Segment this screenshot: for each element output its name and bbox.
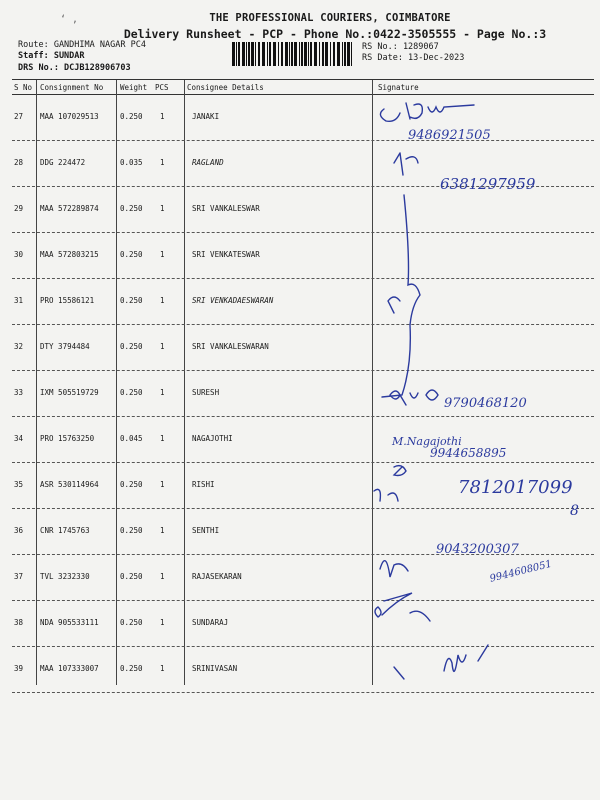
- cell-pcs: 1: [160, 618, 165, 627]
- sig-34-name: M.Nagajothi: [392, 435, 462, 448]
- cell-consignment: TVL 3232330: [40, 572, 90, 581]
- barcode-bar: [322, 42, 324, 66]
- cell-sno: 32: [14, 342, 24, 351]
- cell-sno: 28: [14, 158, 24, 167]
- cell-weight: 0.250: [120, 526, 143, 535]
- cell-consignee: SRI VANKALESWAR: [192, 204, 260, 213]
- barcode-bar: [281, 42, 283, 66]
- cell-pcs: 1: [160, 664, 165, 673]
- cell-sno: 35: [14, 480, 24, 489]
- cell-sno: 34: [14, 434, 24, 443]
- cell-weight: 0.250: [120, 618, 143, 627]
- cell-consignment: MAA 572289874: [40, 204, 99, 213]
- drs-number: DRS No.: DCJB128906703: [18, 63, 131, 73]
- barcode-bar: [337, 42, 340, 66]
- cell-sno: 33: [14, 388, 24, 397]
- cell-consignee: SRINIVASAN: [192, 664, 238, 673]
- cell-consignment: IXM 505519729: [40, 388, 99, 397]
- barcode-bar: [299, 42, 300, 66]
- runsheet-title: Delivery Runsheet - PCP - Phone No.:0422-3505555 - Page No.:3: [123, 27, 547, 41]
- cell-sno: 31: [14, 296, 24, 305]
- cell-pcs: 1: [160, 434, 165, 443]
- cell-weight: 0.035: [120, 158, 143, 167]
- cell-sno: 38: [14, 618, 24, 627]
- barcode-bar: [308, 42, 309, 66]
- cell-consignment: MAA 107333007: [40, 664, 99, 673]
- sig-35-phone: 7812017099: [458, 477, 573, 498]
- cell-weight: 0.250: [120, 204, 143, 213]
- scan-marks: ‘ ‚: [60, 14, 79, 25]
- cell-weight: 0.250: [120, 342, 143, 351]
- barcode-bar: [330, 42, 331, 66]
- barcode-bar: [232, 42, 235, 66]
- cell-sno: 30: [14, 250, 24, 259]
- barcode-bar: [273, 42, 276, 66]
- col-consignment-header: Consignment No: [40, 83, 104, 92]
- barcode-bar: [255, 42, 256, 66]
- cell-weight: 0.250: [120, 572, 143, 581]
- cell-sno: 29: [14, 204, 24, 213]
- cell-consignee: SENTHI: [192, 526, 220, 535]
- cell-consignee: NAGAJOTHI: [192, 434, 233, 443]
- cell-weight: 0.045: [120, 434, 143, 443]
- barcode-bar: [351, 42, 352, 66]
- cell-consignee: RISHI: [192, 480, 215, 489]
- cell-pcs: 1: [160, 526, 165, 535]
- barcode-bar: [325, 42, 328, 66]
- barcode-bar: [242, 42, 245, 66]
- barcode-bar: [304, 42, 307, 66]
- cell-consignment: MAA 572803215: [40, 250, 99, 259]
- cell-consignment: MAA 107029513: [40, 112, 99, 121]
- cell-consignee: JANAKI: [192, 112, 220, 121]
- barcode-bar: [278, 42, 279, 66]
- cell-pcs: 1: [160, 296, 165, 305]
- col-pcs-header: PCS: [155, 83, 169, 92]
- sig-33-phone: 9790468120: [444, 396, 527, 411]
- cell-pcs: 1: [160, 204, 165, 213]
- barcode-bar: [319, 42, 320, 66]
- cell-consignee: SURESH: [192, 388, 220, 397]
- barcode-bar: [314, 42, 317, 66]
- cell-sno: 39: [14, 664, 24, 673]
- sig-35-digit: 8: [570, 503, 579, 519]
- col-signature-header: Signature: [378, 83, 419, 92]
- barcode-bar: [269, 42, 271, 66]
- cell-weight: 0.250: [120, 664, 143, 673]
- cell-consignment: CNR 1745763: [40, 526, 90, 535]
- cell-weight: 0.250: [120, 480, 143, 489]
- barcode-bar: [301, 42, 303, 66]
- rs-date: RS Date: 13-Dec-2023: [362, 53, 465, 63]
- barcode-bar: [251, 42, 254, 66]
- barcode-bar: [248, 42, 250, 66]
- cell-consignment: PRO 15586121: [40, 296, 95, 305]
- rs-number: RS No.: 1289067: [362, 42, 439, 52]
- col-consignee-header: Consignee Details: [187, 83, 264, 92]
- sig-28-phone: 6381297959: [440, 175, 536, 193]
- sig-27-phone: 9486921505: [408, 128, 491, 143]
- barcode-bar: [267, 42, 268, 66]
- route-label: Route: GANDHIMA NAGAR PC4: [18, 40, 146, 50]
- barcode-bar: [238, 42, 240, 66]
- barcode-bar: [236, 42, 237, 66]
- cell-consignee: SUNDARAJ: [192, 618, 229, 627]
- cell-pcs: 1: [160, 572, 165, 581]
- cell-sno: 36: [14, 526, 24, 535]
- barcode-bar: [294, 42, 297, 66]
- barcode-bar: [310, 42, 312, 66]
- col-sno-header: S No: [14, 83, 33, 92]
- sig-37-phone: 9944608051: [488, 558, 554, 585]
- barcode-bar: [342, 42, 343, 66]
- cell-consignment: NDA 905533111: [40, 618, 99, 627]
- cell-weight: 0.250: [120, 112, 143, 121]
- sig-34-phone: 9944658895: [430, 446, 507, 460]
- cell-pcs: 1: [160, 112, 165, 121]
- cell-pcs: 1: [160, 388, 165, 397]
- handwritten-signatures: [370, 95, 600, 695]
- cell-weight: 0.250: [120, 296, 143, 305]
- barcode-bar: [289, 42, 290, 66]
- barcode-bar: [347, 42, 350, 66]
- sig-36-phone: 9043200307: [436, 542, 519, 557]
- company-title: THE PROFESSIONAL COURIERS, COIMBATORE: [209, 12, 451, 24]
- staff-label: Staff: SUNDAR: [18, 51, 85, 61]
- cell-consignment: DTY 3794484: [40, 342, 90, 351]
- header-top-rule: [12, 79, 594, 80]
- cell-sno: 37: [14, 572, 24, 581]
- barcode-bar: [285, 42, 288, 66]
- cell-consignee: SRI VANKALESWARAN: [192, 342, 269, 351]
- cell-consignee: SRI VENKADAESWARAN: [192, 296, 274, 305]
- cell-weight: 0.250: [120, 388, 143, 397]
- cell-consignment: PRO 15763250: [40, 434, 95, 443]
- cell-pcs: 1: [160, 250, 165, 259]
- barcode-bar: [344, 42, 346, 66]
- barcode-image: [232, 42, 356, 66]
- col-weight-header: Weight: [120, 83, 148, 92]
- barcode-bar: [246, 42, 247, 66]
- barcode-bar: [333, 42, 335, 66]
- barcode-bar: [262, 42, 265, 66]
- cell-weight: 0.250: [120, 250, 143, 259]
- cell-consignee: SRI VENKATESWAR: [192, 250, 260, 259]
- barcode-bar: [258, 42, 260, 66]
- cell-consignment: ASR 530114964: [40, 480, 99, 489]
- cell-consignee: RAGLAND: [192, 158, 224, 167]
- cell-consignee: RAJASEKARAN: [192, 572, 242, 581]
- cell-consignment: DDG 224472: [40, 158, 86, 167]
- cell-pcs: 1: [160, 158, 165, 167]
- cell-pcs: 1: [160, 342, 165, 351]
- cell-sno: 27: [14, 112, 24, 121]
- barcode-bar: [291, 42, 293, 66]
- cell-pcs: 1: [160, 480, 165, 489]
